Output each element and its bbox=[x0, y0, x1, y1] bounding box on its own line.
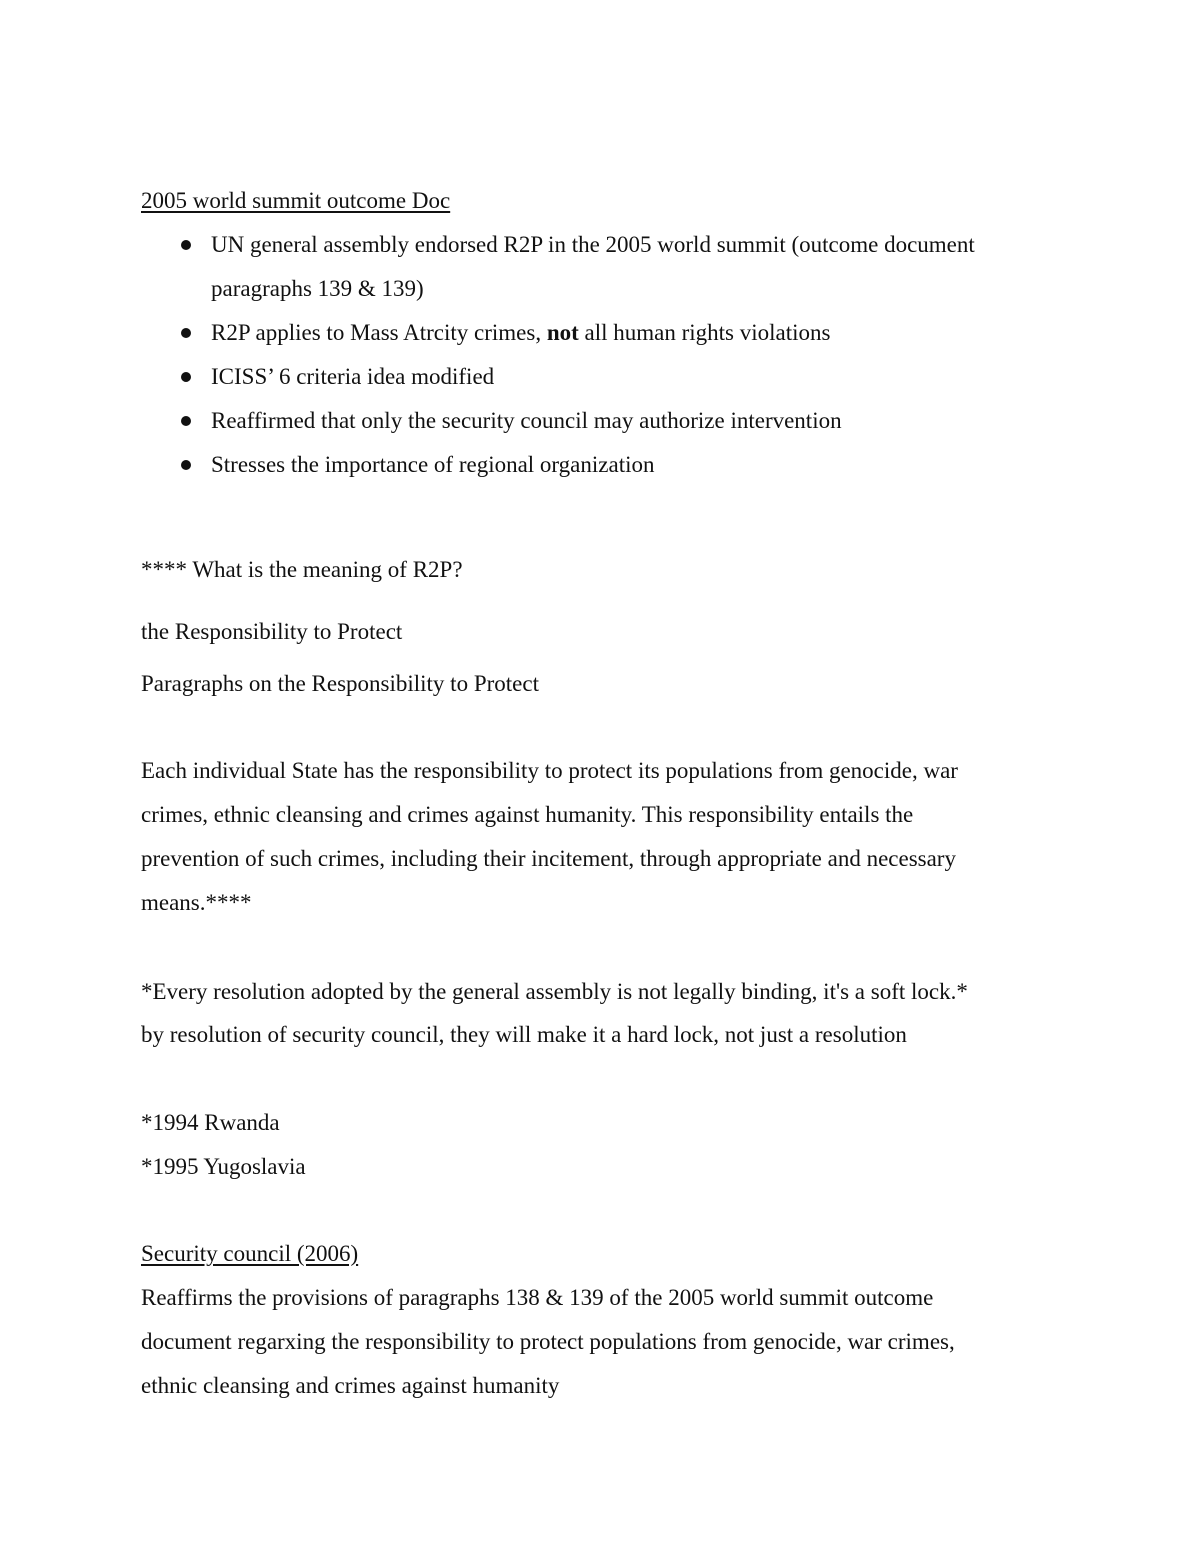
bullet-item-mass-atrocity bbox=[211, 318, 830, 348]
bullet-dot bbox=[181, 460, 191, 470]
bold-emphasis: not bbox=[546, 320, 579, 345]
bullet-dot bbox=[181, 372, 191, 382]
resolution-note-line: by resolution of security council, they will make it a hard lock, not just a resolution bbox=[141, 1022, 907, 1047]
bullet-dot bbox=[181, 240, 191, 250]
bullet-item-endorsed: UN general assembly endorsed R2P in the 2005 world summit (outcome document bbox=[211, 232, 975, 257]
paragraph-line: prevention of such crimes, including their incitement, through appropriate and necessary bbox=[141, 846, 956, 871]
security-council-line: document regarxing the responsibility to protect populations from genocide, war crimes, bbox=[141, 1329, 955, 1354]
answer-paragraphs-heading: Paragraphs on the Responsibility to Protect bbox=[141, 671, 539, 696]
bullet-text-segment: all human rights violations bbox=[578, 320, 831, 345]
bullet-dot bbox=[181, 416, 191, 426]
example-rwanda: *1994 Rwanda bbox=[141, 1110, 280, 1135]
paragraph-line: means.**** bbox=[141, 890, 252, 915]
section-heading-security-council: Security council (2006) bbox=[141, 1241, 359, 1266]
question-r2p-meaning: **** What is the meaning of R2P? bbox=[141, 557, 463, 582]
resolution-note-line: *Every resolution adopted by the general assembly is not legally binding, it's a soft lock.* bbox=[141, 979, 968, 1004]
bullet-item-iciss-criteria: ICISS’ 6 criteria idea modified bbox=[211, 364, 495, 389]
bullet-text-segment: R2P applies to Mass Atrcity crimes, bbox=[211, 320, 547, 345]
bullet-dot bbox=[181, 328, 191, 338]
bullet-item-regional-organization: Stresses the importance of regional organization bbox=[211, 452, 655, 477]
paragraph-line: Each individual State has the responsibility to protect its populations from genocide, war bbox=[141, 758, 958, 783]
bullet-item-security-council-authority: Reaffirmed that only the security council may authorize intervention bbox=[211, 408, 842, 433]
bullet-item-endorsed-continued: paragraphs 139 & 139) bbox=[211, 276, 424, 301]
security-council-line: Reaffirms the provisions of paragraphs 138 & 139 of the 2005 world summit outcome bbox=[141, 1285, 934, 1310]
security-council-line: ethnic cleansing and crimes against humanity bbox=[141, 1373, 560, 1398]
section-heading-world-summit: 2005 world summit outcome Doc bbox=[141, 188, 451, 213]
answer-responsibility-to-protect: the Responsibility to Protect bbox=[141, 619, 403, 644]
paragraph-line: crimes, ethnic cleansing and crimes against humanity. This responsibility entails the bbox=[141, 802, 914, 827]
example-yugoslavia: *1995 Yugoslavia bbox=[141, 1154, 306, 1179]
